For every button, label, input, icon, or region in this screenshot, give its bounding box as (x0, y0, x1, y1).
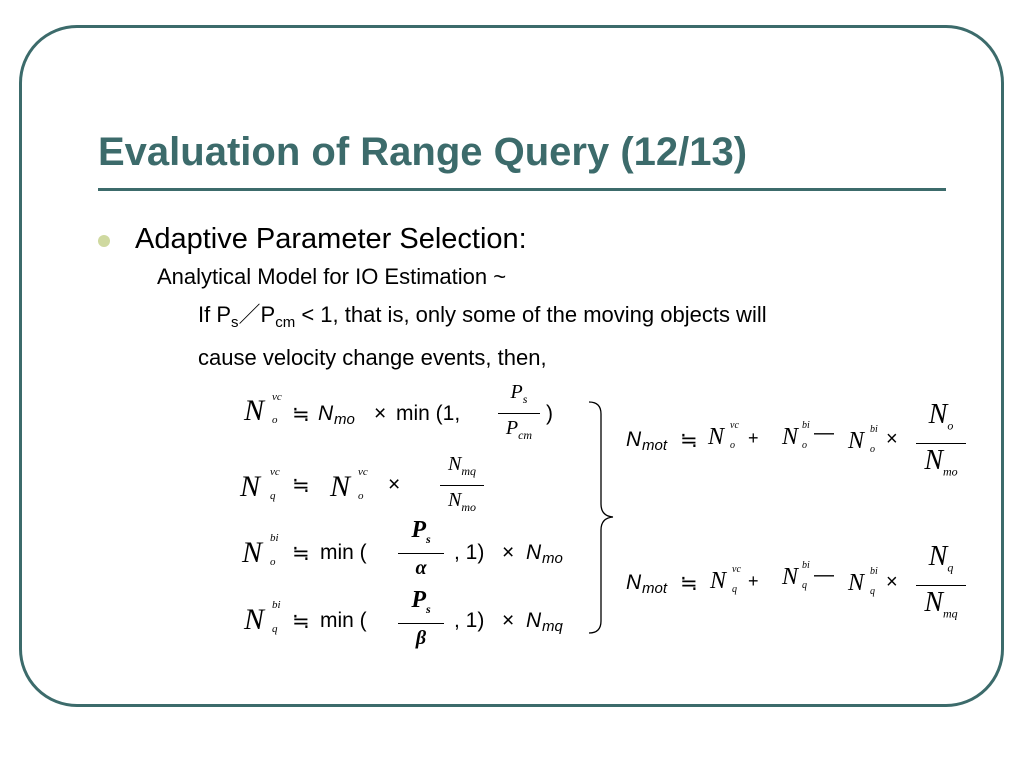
subheading: Analytical Model for IO Estimation ~ (157, 264, 507, 289)
bullet-text: Adaptive Parameter Selection: (135, 223, 527, 255)
slide-title: Evaluation of Range Query (12/13) (98, 130, 748, 174)
fraction-nqbi-nmq: $N_q$ $N_{mq}$ (916, 542, 966, 628)
fraction-ps-alpha: $P_s$ α (398, 518, 444, 580)
bullet-dot-icon (98, 235, 110, 247)
fraction-novc-nmo: $N_o$ $N_{mo}$ (916, 400, 966, 486)
title-underline (98, 188, 946, 191)
N-symbol: N (244, 394, 265, 427)
condition-text: If $P_s/P_{cm} < 1$, that is, only some of the moving objects will cause velocity change events, then, (198, 302, 767, 370)
fraction-nmq-nmo: $N_{mq}$ $N_{mo}$ (440, 452, 484, 519)
fraction-ps-pcm: $P_s$ $P_{cm}$ (498, 380, 540, 447)
fraction-ps-beta: $P_s$ β (398, 588, 444, 650)
curly-brace (585, 400, 615, 635)
